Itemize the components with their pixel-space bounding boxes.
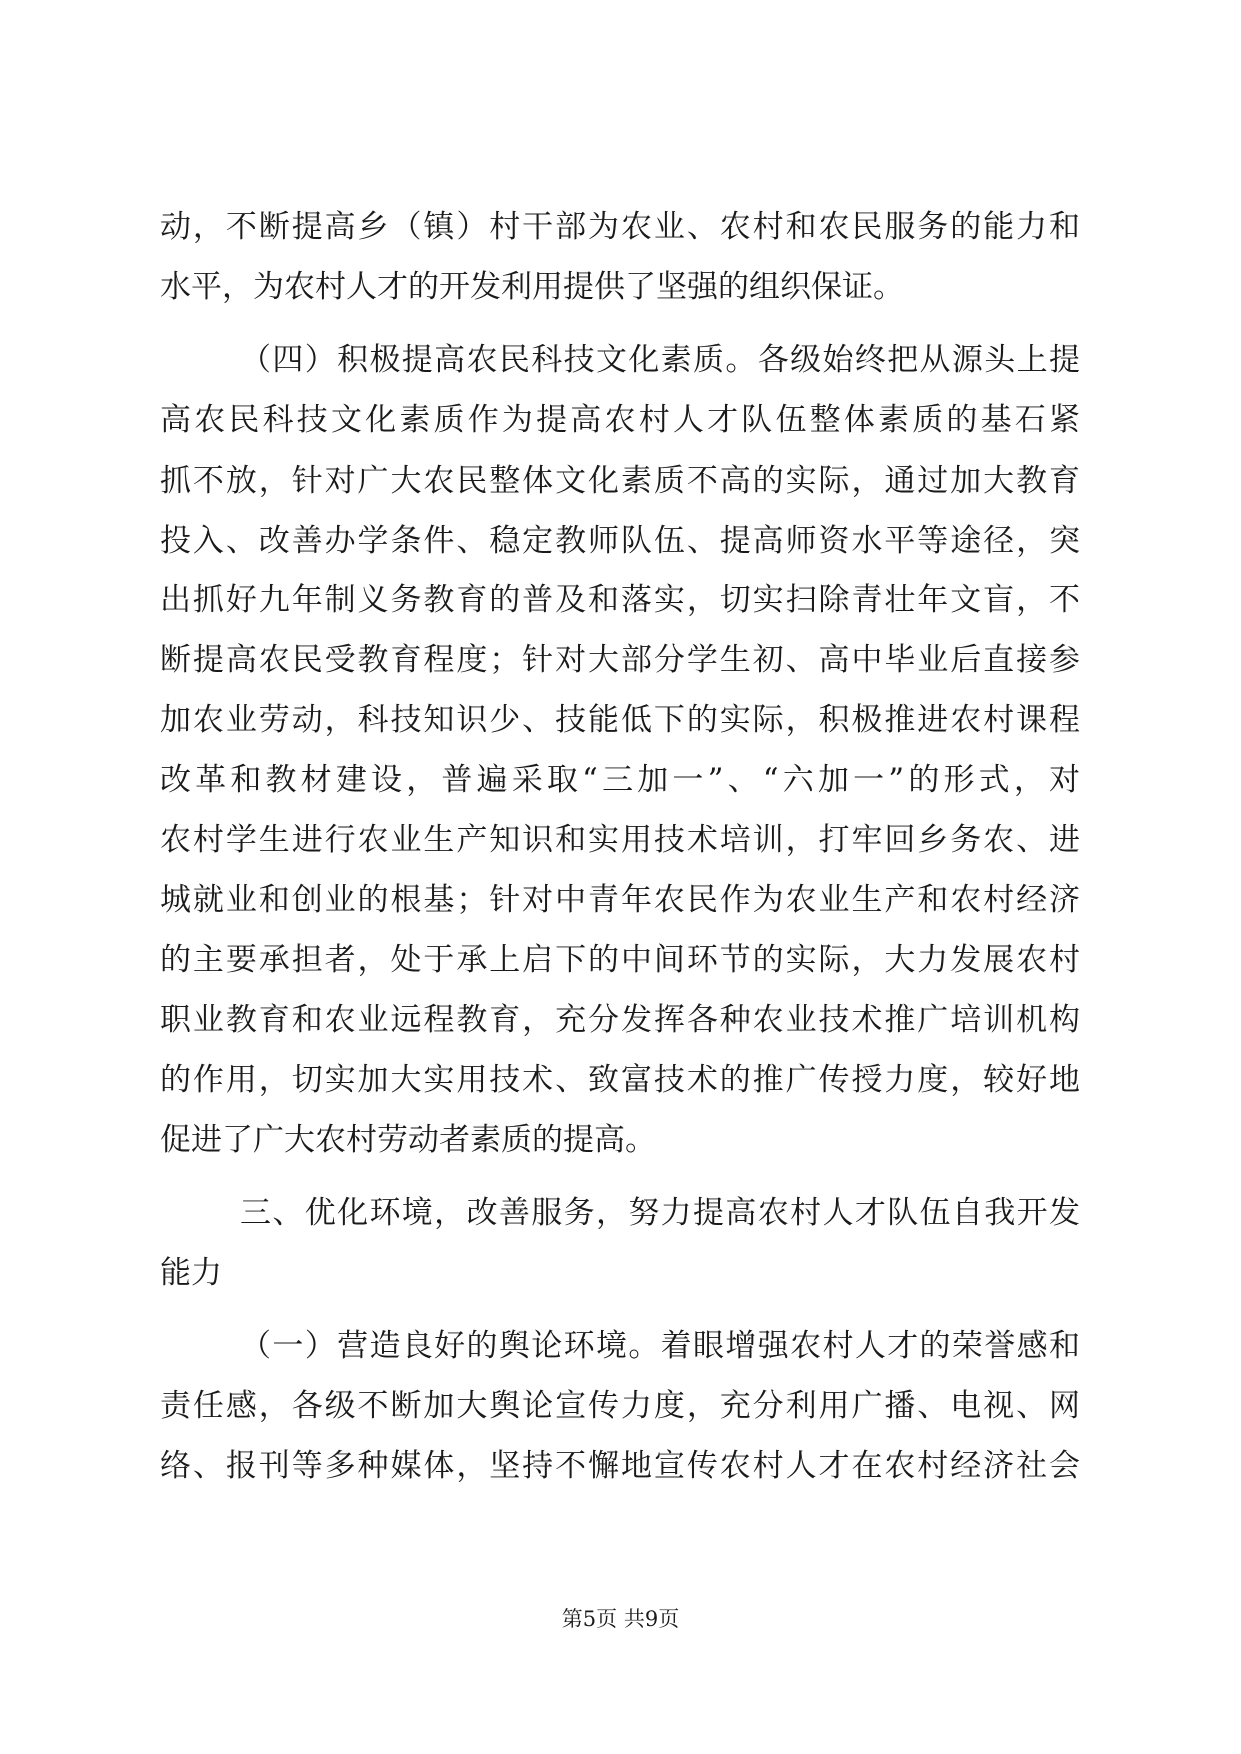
paragraph-line: 责任感，各级不断加大舆论宣传力度，充分利用广播、电视、网 (160, 1388, 1080, 1424)
paragraph-line: 的作用，切实加大实用技术、致富技术的推广传授力度，较好地 (160, 1062, 1080, 1098)
paragraph-line: 加农业劳动，科技知识少、技能低下的实际，积极推进农村课程 (160, 702, 1080, 738)
paragraph-line: 络、报刊等多种媒体，坚持不懈地宣传农村人才在农村经济社会 (160, 1448, 1080, 1484)
paragraph-line: 出抓好九年制义务教育的普及和落实，切实扫除青壮年文盲，不 (160, 582, 1080, 618)
paragraph-line: （四）积极提高农民科技文化素质。各级始终把从源头上提 (240, 342, 1080, 378)
paragraph-line: 的主要承担者，处于承上启下的中间环节的实际，大力发展农村 (160, 942, 1080, 978)
paragraph-line: （一）营造良好的舆论环境。着眼增强农村人才的荣誉感和 (240, 1328, 1080, 1364)
paragraph-line: 高农民科技文化素质作为提高农村人才队伍整体素质的基石紧 (160, 402, 1080, 438)
section-heading-line: 三、优化环境，改善服务，努力提高农村人才队伍自我开发 (240, 1195, 1080, 1231)
paragraph-line: 职业教育和农业远程教育，充分发挥各种农业技术推广培训机构 (160, 1002, 1080, 1038)
paragraph-line: 促进了广大农村劳动者素质的提高。 (160, 1122, 656, 1158)
paragraph-line: 农村学生进行农业生产知识和实用技术培训，打牢回乡务农、进 (160, 822, 1080, 858)
paragraph-line: 断提高农民受教育程度；针对大部分学生初、高中毕业后直接参 (160, 642, 1080, 678)
paragraph-line: 城就业和创业的根基；针对中青年农民作为农业生产和农村经济 (160, 882, 1080, 918)
paragraph-line: 抓不放，针对广大农民整体文化素质不高的实际，通过加大教育 (160, 463, 1080, 499)
paragraph-line: 改革和教材建设，普遍采取“三加一”、“六加一”的形式，对 (160, 762, 1080, 798)
page-footer: 第5页 共9页 (561, 1607, 680, 1631)
paragraph-line: 动，不断提高乡（镇）村干部为农业、农村和农民服务的能力和 (160, 209, 1080, 245)
section-heading-line: 能力 (160, 1255, 222, 1291)
paragraph-line: 水平，为农村人才的开发利用提供了坚强的组织保证。 (160, 269, 904, 305)
paragraph-line: 投入、改善办学条件、稳定教师队伍、提高师资水平等途径，突 (160, 523, 1080, 559)
